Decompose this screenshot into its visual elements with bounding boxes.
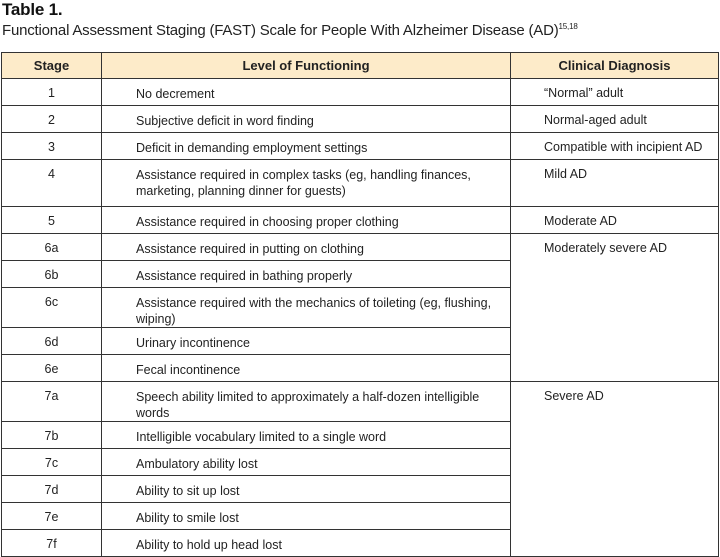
level-cell: Ability to smile lost [102,503,511,530]
level-cell: Intelligible vocabulary limited to a single word [102,422,511,449]
stage-cell: 7e [2,503,102,530]
table-row [2,234,719,261]
stage-cell: 5 [2,207,102,234]
level-cell: Assistance required with the mechanics of toileting (eg, flushing, wiping) [102,288,511,328]
header-stage: Stage [2,53,102,79]
diagnosis-cell: Moderate AD [511,207,719,234]
stage-cell: 2 [2,106,102,133]
stage-cell: 7d [2,476,102,503]
stage-cell: 4 [2,160,102,207]
diagnosis-cell: “Normal” adult [511,79,719,106]
stage-cell: 7f [2,530,102,557]
stage-cell: 6b [2,261,102,288]
level-cell: Fecal incontinence [102,355,511,382]
table-row [2,79,719,106]
level-cell: Assistance required in putting on clothing [102,234,511,261]
table-row [2,133,719,160]
level-cell: Subjective deficit in word finding [102,106,511,133]
table-title-text: Functional Assessment Staging (FAST) Scale for People With Alzheimer Disease (AD) [2,22,559,39]
table-row [2,382,719,422]
level-cell: Assistance required in complex tasks (eg, handling finances, marketing, planning dinner for guests) [102,160,511,207]
level-cell: Ambulatory ability lost [102,449,511,476]
stage-cell: 1 [2,79,102,106]
diagnosis-cell: Compatible with incipient AD [511,133,719,160]
stage-cell: 7c [2,449,102,476]
stage-cell: 6e [2,355,102,382]
diagnosis-cell: Moderately severe AD [511,234,719,382]
stage-cell: 3 [2,133,102,160]
level-cell: Deficit in demanding employment settings [102,133,511,160]
stage-cell: 6d [2,328,102,355]
level-cell: Ability to hold up head lost [102,530,511,557]
header-row [2,53,719,79]
header-level: Level of Functioning [102,53,511,79]
stage-cell: 6c [2,288,102,328]
stage-cell: 7a [2,382,102,422]
reference-superscript: 15,18 [558,22,578,31]
table-label: Table 1. [2,0,63,19]
fast-scale-table [1,52,719,557]
table-row [2,207,719,234]
diagnosis-cell: Mild AD [511,160,719,207]
stage-cell: 7b [2,422,102,449]
level-cell: Assistance required in choosing proper clothing [102,207,511,234]
level-cell: Speech ability limited to approximately a half-dozen intelligible words [102,382,511,422]
level-cell: Ability to sit up lost [102,476,511,503]
level-cell: No decrement [102,79,511,106]
level-cell: Urinary incontinence [102,328,511,355]
stage-cell: 6a [2,234,102,261]
table-row [2,106,719,133]
table-row [2,160,719,207]
table-title [2,22,578,39]
header-diagnosis: Clinical Diagnosis [511,53,719,79]
diagnosis-cell: Normal-aged adult [511,106,719,133]
diagnosis-cell: Severe AD [511,382,719,557]
level-cell: Assistance required in bathing properly [102,261,511,288]
